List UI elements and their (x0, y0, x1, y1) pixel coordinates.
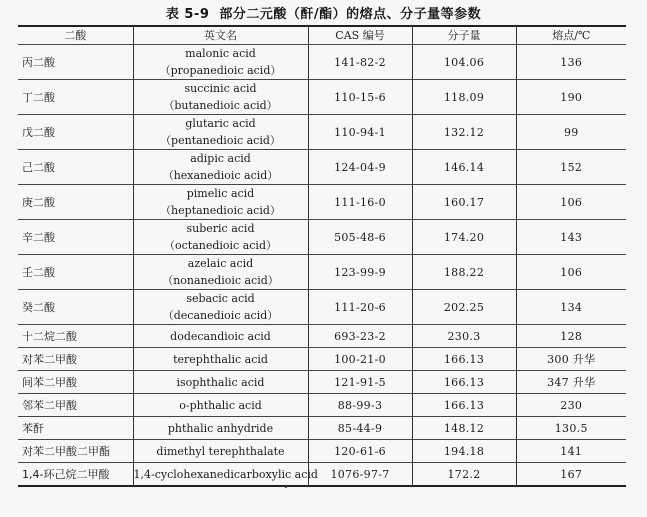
table-row (18, 220, 626, 255)
cas-number: 111-20-6 (308, 290, 412, 325)
header-english-name: 英文名 (133, 26, 308, 45)
cas-number: 85-44-9 (308, 417, 412, 440)
cas-number: 121-91-5 (308, 371, 412, 394)
table-row (18, 325, 626, 348)
table-row (18, 115, 626, 150)
melting-point: 136 (516, 45, 626, 80)
acid-name-cn: 庚二酸 (18, 185, 133, 220)
acid-name-cn: 丙二酸 (18, 45, 133, 80)
dicarboxylic-acid-table (18, 25, 626, 487)
table-row (18, 150, 626, 185)
acid-name-en: succinic acid （butanedioic acid） (133, 80, 308, 115)
melting-point: 152 (516, 150, 626, 185)
table-row (18, 255, 626, 290)
cas-number: 120-61-6 (308, 440, 412, 463)
header-molecular-weight: 分子量 (412, 26, 516, 45)
melting-point: 300 升华 (516, 348, 626, 371)
acid-name-en: malonic acid （propanedioic acid） (133, 45, 308, 80)
acid-name-cn: 辛二酸 (18, 220, 133, 255)
table-caption (0, 3, 647, 22)
acid-name-cn: 十二烷二酸 (18, 325, 133, 348)
table-row (18, 185, 626, 220)
acid-name-en: glutaric acid （pentanedioic acid） (133, 115, 308, 150)
header-acid: 二酸 (18, 26, 133, 45)
acid-name-en: suberic acid （octanedioic acid） (133, 220, 308, 255)
melting-point: 99 (516, 115, 626, 150)
molecular-weight: 188.22 (412, 255, 516, 290)
acid-name-cn: 己二酸 (18, 150, 133, 185)
cas-number: 124-04-9 (308, 150, 412, 185)
table-row (18, 463, 626, 487)
acid-name-cn: 邻苯二甲酸 (18, 394, 133, 417)
acid-name-cn: 1,4-环己烷二甲酸 (18, 463, 133, 487)
molecular-weight: 174.20 (412, 220, 516, 255)
acid-name-cn: 对苯二甲酸 (18, 348, 133, 371)
cas-number: 100-21-0 (308, 348, 412, 371)
melting-point: 106 (516, 255, 626, 290)
acid-name-en: azelaic acid （nonanedioic acid） (133, 255, 308, 290)
acid-name-en: o-phthalic acid (133, 394, 308, 417)
melting-point: 141 (516, 440, 626, 463)
molecular-weight: 148.12 (412, 417, 516, 440)
molecular-weight: 166.13 (412, 371, 516, 394)
molecular-weight: 194.18 (412, 440, 516, 463)
cas-number: 1076-97-7 (308, 463, 412, 487)
header-row (18, 26, 626, 45)
header-melting-point: 熔点/℃ (516, 26, 626, 45)
acid-name-cn: 对苯二甲酸二甲酯 (18, 440, 133, 463)
melting-point: 190 (516, 80, 626, 115)
acid-name-en: adipic acid （hexanedioic acid） (133, 150, 308, 185)
table-row (18, 371, 626, 394)
table-row (18, 394, 626, 417)
cas-number: 110-15-6 (308, 80, 412, 115)
cas-number: 141-82-2 (308, 45, 412, 80)
molecular-weight: 132.12 (412, 115, 516, 150)
melting-point: 130.5 (516, 417, 626, 440)
acid-name-cn: 癸二酸 (18, 290, 133, 325)
melting-point: 134 (516, 290, 626, 325)
melting-point: 347 升华 (516, 371, 626, 394)
table-row (18, 417, 626, 440)
molecular-weight: 202.25 (412, 290, 516, 325)
acid-name-en: isophthalic acid (133, 371, 308, 394)
table-row (18, 440, 626, 463)
acid-name-en: 1,4-cyclohexanedicarboxylic acid (133, 463, 308, 487)
acid-name-en: terephthalic acid (133, 348, 308, 371)
table-row (18, 290, 626, 325)
acid-name-cn: 丁二酸 (18, 80, 133, 115)
molecular-weight: 104.06 (412, 45, 516, 80)
header-cas-number: CAS 编号 (308, 26, 412, 45)
table-row (18, 80, 626, 115)
melting-point: 230 (516, 394, 626, 417)
molecular-weight: 172.2 (412, 463, 516, 487)
molecular-weight: 118.09 (412, 80, 516, 115)
cas-number: 123-99-9 (308, 255, 412, 290)
melting-point: 167 (516, 463, 626, 487)
cas-number: 111-16-0 (308, 185, 412, 220)
acid-name-en: phthalic anhydride (133, 417, 308, 440)
molecular-weight: 166.13 (412, 394, 516, 417)
table-row (18, 45, 626, 80)
acid-name-en: dimethyl terephthalate (133, 440, 308, 463)
acid-name-cn: 壬二酸 (18, 255, 133, 290)
acid-name-en: sebacic acid （decanedioic acid） (133, 290, 308, 325)
acid-name-cn: 苯酐 (18, 417, 133, 440)
acid-name-cn: 戊二酸 (18, 115, 133, 150)
acid-name-cn: 间苯二甲酸 (18, 371, 133, 394)
molecular-weight: 230.3 (412, 325, 516, 348)
print-speck (285, 486, 287, 488)
acid-name-en: pimelic acid （heptanedioic acid） (133, 185, 308, 220)
melting-point: 143 (516, 220, 626, 255)
table-title: 部分二元酸（酐/酯）的熔点、分子量等参数 (219, 7, 482, 22)
cas-number: 505-48-6 (308, 220, 412, 255)
molecular-weight: 146.14 (412, 150, 516, 185)
cas-number: 110-94-1 (308, 115, 412, 150)
melting-point: 128 (516, 325, 626, 348)
table-number: 表 5-9 (165, 7, 210, 22)
table-row (18, 348, 626, 371)
cas-number: 693-23-2 (308, 325, 412, 348)
acid-name-en: dodecandioic acid (133, 325, 308, 348)
molecular-weight: 160.17 (412, 185, 516, 220)
cas-number: 88-99-3 (308, 394, 412, 417)
molecular-weight: 166.13 (412, 348, 516, 371)
melting-point: 106 (516, 185, 626, 220)
